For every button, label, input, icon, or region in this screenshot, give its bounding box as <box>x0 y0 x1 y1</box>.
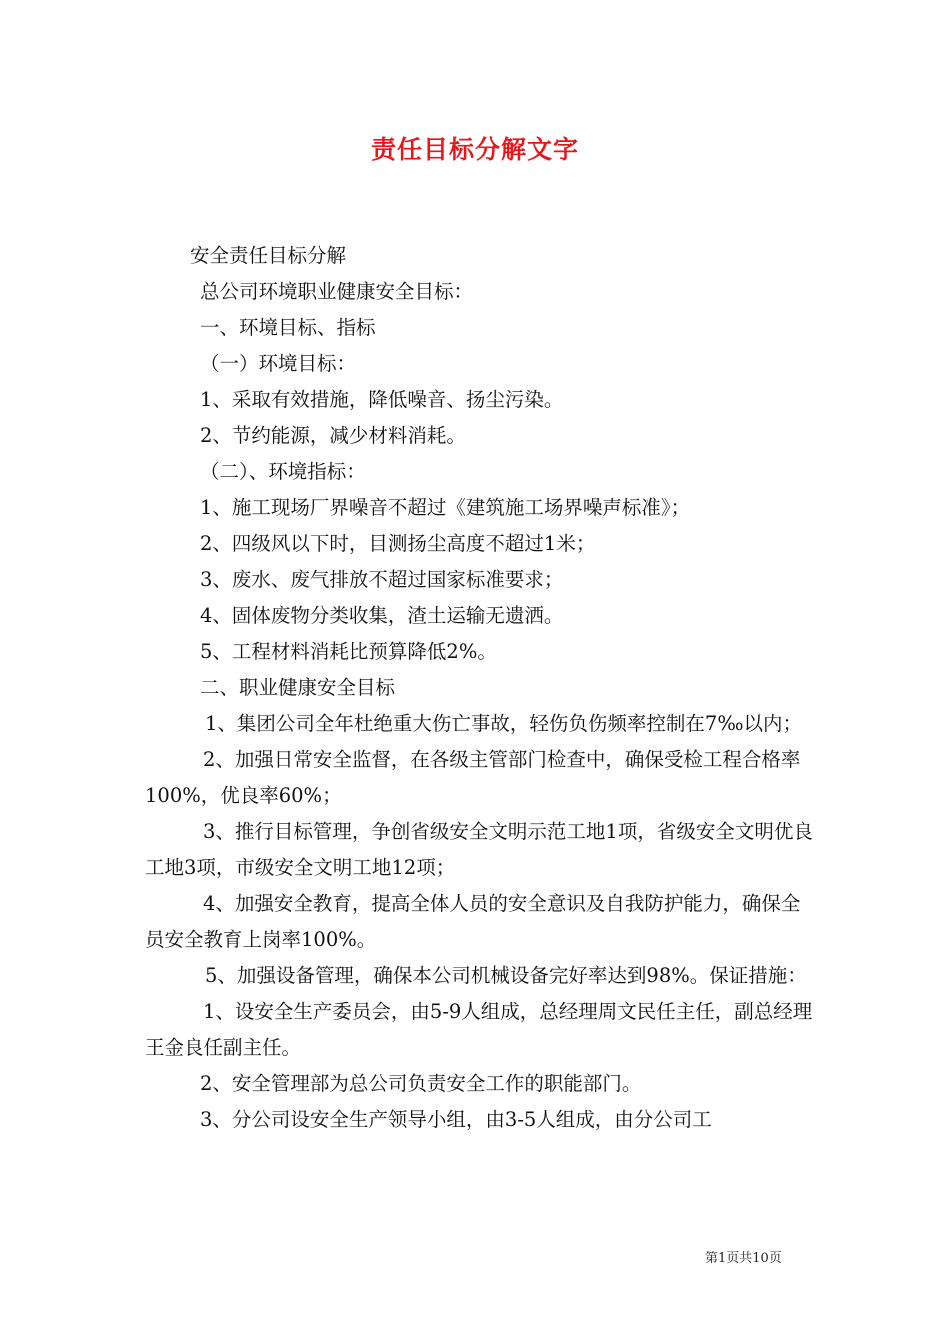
paragraph: 2、节约能源，减少材料消耗。 <box>200 424 466 447</box>
document-body <box>145 238 815 1138</box>
paragraph-text: 2、加强日常安全监督，在各级主管部门检查中，确保受检工程合格率100%，优良率60%； <box>145 748 801 807</box>
paragraph <box>145 706 815 742</box>
paragraph: 3、废水、废气排放不超过国家标准要求； <box>200 568 564 591</box>
paragraph: 3、分公司设安全生产领导小组，由3-5人组成，由分公司工 <box>200 1108 712 1131</box>
paragraph-text: 3、推行目标管理，争创省级安全文明示范工地1项，省级安全文明优良工地3项，市级安全文明工地12项； <box>145 820 813 879</box>
paragraph: 1、施工现场厂界噪音不超过《建筑施工场界噪声标准》； <box>200 496 691 519</box>
paragraph: 2、安全管理部为总公司负责安全工作的职能部门。 <box>200 1072 642 1095</box>
paragraph <box>145 886 815 958</box>
paragraph: 一、环境目标、指标 <box>200 316 376 339</box>
paragraph-text: 5、加强设备管理，确保本公司机械设备完好率达到98%。保证措施： <box>205 964 807 987</box>
paragraph: 2、四级风以下时，目测扬尘高度不超过1米； <box>200 532 596 555</box>
paragraph: 总公司环境职业健康安全目标： <box>200 280 474 303</box>
paragraph-text: 1、设安全生产委员会，由5-9人组成，总经理周文民任主任，副总经理王金良任副主任。 <box>145 1000 813 1059</box>
paragraph: 4、固体废物分类收集，渣土运输无遗洒。 <box>200 604 564 627</box>
paragraph <box>145 958 815 994</box>
paragraph: 安全责任目标分解 <box>190 244 347 267</box>
paragraph <box>145 814 815 886</box>
paragraph: （二）、环境指标： <box>200 460 366 483</box>
page-number: 第1页共10页 <box>705 1251 782 1266</box>
paragraph: 1、采取有效措施，降低噪音、扬尘污染。 <box>200 388 564 411</box>
paragraph <box>145 994 815 1066</box>
paragraph: 二、职业健康安全目标 <box>200 676 396 699</box>
paragraph-text: 1、集团公司全年杜绝重大伤亡事故，轻伤负伤频率控制在7‰以内； <box>205 712 802 735</box>
paragraph: 5、工程材料消耗比预算降低2%。 <box>200 640 497 663</box>
paragraph <box>145 742 815 814</box>
paragraph: （一）环境目标： <box>200 352 357 375</box>
document-title: 责任目标分解文字 <box>370 135 579 164</box>
paragraph-text: 4、加强安全教育，提高全体人员的安全意识及自我防护能力，确保全员安全教育上岗率100%。 <box>145 892 801 951</box>
